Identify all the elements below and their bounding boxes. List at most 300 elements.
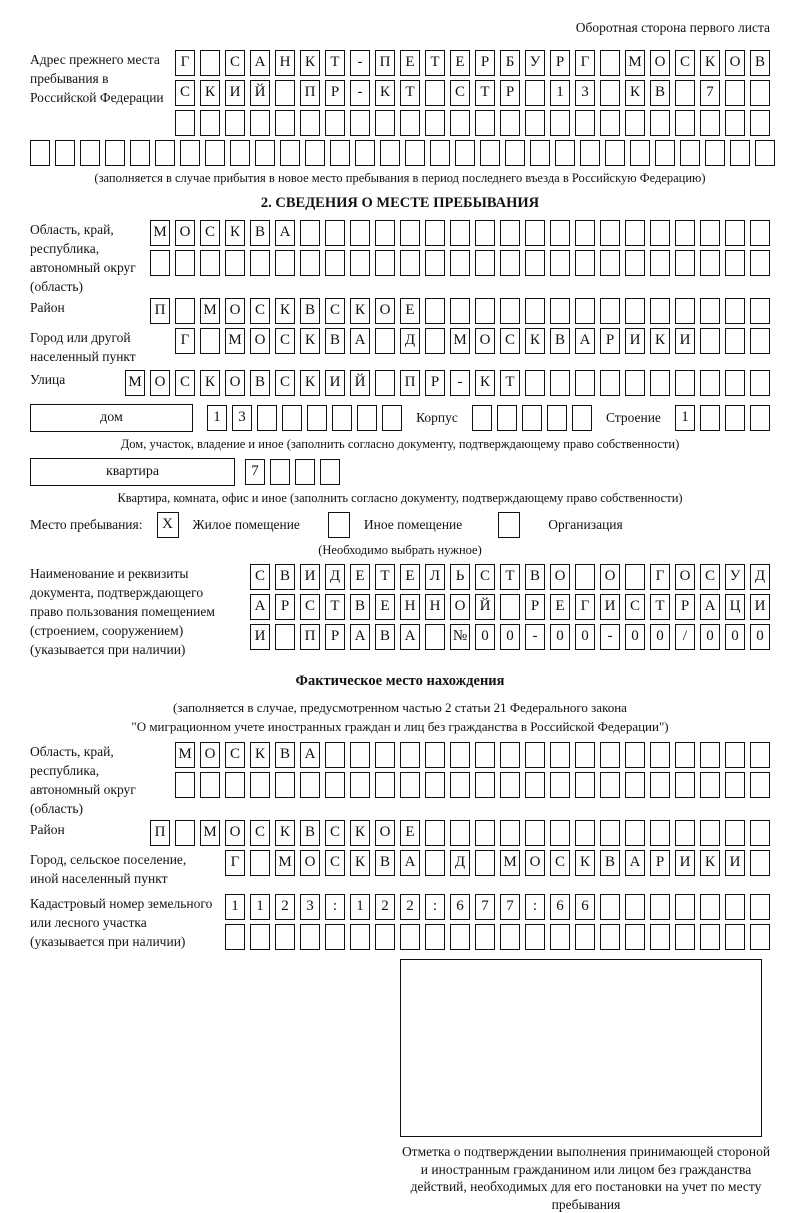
char-box[interactable] <box>675 220 695 246</box>
char-box[interactable] <box>750 742 770 768</box>
char-box[interactable] <box>550 250 570 276</box>
char-box[interactable] <box>475 220 495 246</box>
char-box[interactable] <box>725 80 745 106</box>
char-box[interactable] <box>425 250 445 276</box>
char-box[interactable]: 7 <box>475 894 495 920</box>
char-box[interactable] <box>500 820 520 846</box>
char-box[interactable] <box>225 110 245 136</box>
char-box[interactable] <box>700 405 720 431</box>
char-box[interactable] <box>180 140 200 166</box>
char-box[interactable]: С <box>325 850 345 876</box>
char-box[interactable]: К <box>700 50 720 76</box>
char-box[interactable] <box>275 924 295 950</box>
char-box[interactable]: А <box>250 594 270 620</box>
char-box[interactable] <box>320 459 340 485</box>
char-box[interactable]: Т <box>500 370 520 396</box>
char-box[interactable] <box>675 80 695 106</box>
char-box[interactable] <box>255 140 275 166</box>
char-box[interactable] <box>250 924 270 950</box>
char-box[interactable]: П <box>400 370 420 396</box>
char-box[interactable]: И <box>600 594 620 620</box>
char-box[interactable]: М <box>150 220 170 246</box>
char-box[interactable] <box>675 772 695 798</box>
char-box[interactable]: М <box>500 850 520 876</box>
char-box[interactable] <box>700 820 720 846</box>
char-box[interactable] <box>725 742 745 768</box>
char-box[interactable] <box>600 742 620 768</box>
char-box[interactable]: К <box>375 80 395 106</box>
char-box[interactable]: В <box>300 820 320 846</box>
char-box[interactable] <box>600 820 620 846</box>
char-box[interactable]: С <box>325 298 345 324</box>
char-box[interactable] <box>750 80 770 106</box>
char-box[interactable]: К <box>650 328 670 354</box>
char-box[interactable] <box>325 110 345 136</box>
char-box[interactable]: Г <box>575 594 595 620</box>
char-box[interactable]: К <box>575 850 595 876</box>
char-box[interactable] <box>525 80 545 106</box>
char-box[interactable]: 0 <box>500 624 520 650</box>
char-box[interactable]: 7 <box>700 80 720 106</box>
char-box[interactable] <box>275 80 295 106</box>
char-box[interactable] <box>725 772 745 798</box>
char-box[interactable] <box>350 220 370 246</box>
char-box[interactable]: К <box>700 850 720 876</box>
char-box[interactable]: С <box>550 850 570 876</box>
char-box[interactable] <box>175 298 195 324</box>
char-box[interactable] <box>450 772 470 798</box>
char-box[interactable]: 2 <box>275 894 295 920</box>
char-box[interactable] <box>500 594 520 620</box>
char-box[interactable] <box>700 742 720 768</box>
char-box[interactable] <box>425 220 445 246</box>
char-box[interactable]: С <box>500 328 520 354</box>
char-box[interactable]: И <box>675 850 695 876</box>
char-box[interactable]: К <box>525 328 545 354</box>
char-box[interactable] <box>525 742 545 768</box>
char-box[interactable]: М <box>225 328 245 354</box>
char-box[interactable] <box>700 250 720 276</box>
char-box[interactable]: С <box>175 370 195 396</box>
char-box[interactable]: И <box>750 594 770 620</box>
char-box[interactable] <box>530 140 550 166</box>
char-box[interactable]: Е <box>400 564 420 590</box>
char-box[interactable] <box>330 140 350 166</box>
char-box[interactable] <box>300 250 320 276</box>
char-box[interactable] <box>375 110 395 136</box>
char-box[interactable]: Т <box>325 594 345 620</box>
char-box[interactable] <box>475 820 495 846</box>
char-box[interactable]: О <box>675 564 695 590</box>
char-box[interactable] <box>675 250 695 276</box>
char-box[interactable]: А <box>575 328 595 354</box>
char-box[interactable]: А <box>625 850 645 876</box>
char-box[interactable] <box>525 220 545 246</box>
char-box[interactable] <box>525 110 545 136</box>
char-box[interactable] <box>575 820 595 846</box>
char-box[interactable] <box>575 564 595 590</box>
char-box[interactable]: / <box>675 624 695 650</box>
checkbox-inoe[interactable] <box>328 512 350 538</box>
char-box[interactable] <box>575 250 595 276</box>
char-box[interactable] <box>405 140 425 166</box>
char-box[interactable] <box>375 924 395 950</box>
char-box[interactable] <box>550 220 570 246</box>
char-box[interactable] <box>600 110 620 136</box>
char-box[interactable] <box>550 742 570 768</box>
char-box[interactable]: П <box>375 50 395 76</box>
char-box[interactable] <box>650 220 670 246</box>
char-box[interactable]: О <box>475 328 495 354</box>
char-box[interactable]: К <box>625 80 645 106</box>
char-box[interactable] <box>625 370 645 396</box>
char-box[interactable]: К <box>475 370 495 396</box>
char-box[interactable]: К <box>300 370 320 396</box>
char-box[interactable] <box>295 459 315 485</box>
char-box[interactable]: И <box>725 850 745 876</box>
char-box[interactable] <box>755 140 775 166</box>
char-box[interactable] <box>600 250 620 276</box>
char-box[interactable] <box>650 250 670 276</box>
char-box[interactable]: Ц <box>725 594 745 620</box>
char-box[interactable]: С <box>675 50 695 76</box>
char-box[interactable]: С <box>275 370 295 396</box>
char-box[interactable]: Е <box>450 50 470 76</box>
char-box[interactable] <box>400 742 420 768</box>
char-box[interactable]: К <box>200 80 220 106</box>
char-box[interactable]: О <box>450 594 470 620</box>
char-box[interactable] <box>525 820 545 846</box>
char-box[interactable] <box>730 140 750 166</box>
char-box[interactable]: С <box>250 564 270 590</box>
char-box[interactable] <box>650 772 670 798</box>
char-box[interactable] <box>600 772 620 798</box>
char-box[interactable] <box>700 298 720 324</box>
char-box[interactable]: С <box>225 742 245 768</box>
char-box[interactable]: 3 <box>232 405 252 431</box>
char-box[interactable] <box>600 894 620 920</box>
char-box[interactable] <box>500 110 520 136</box>
char-box[interactable]: Е <box>550 594 570 620</box>
char-box[interactable] <box>505 140 525 166</box>
char-box[interactable] <box>350 250 370 276</box>
char-box[interactable] <box>382 405 402 431</box>
char-box[interactable] <box>350 110 370 136</box>
char-box[interactable] <box>425 110 445 136</box>
char-box[interactable]: Г <box>650 564 670 590</box>
char-box[interactable]: В <box>350 594 370 620</box>
char-box[interactable] <box>425 772 445 798</box>
char-box[interactable] <box>575 742 595 768</box>
char-box[interactable]: 1 <box>225 894 245 920</box>
char-box[interactable] <box>600 370 620 396</box>
char-box[interactable]: К <box>350 850 370 876</box>
char-box[interactable]: Т <box>650 594 670 620</box>
char-box[interactable]: - <box>350 80 370 106</box>
char-box[interactable]: П <box>300 80 320 106</box>
char-box[interactable] <box>700 924 720 950</box>
char-box[interactable]: В <box>750 50 770 76</box>
char-box[interactable]: Л <box>425 564 445 590</box>
char-box[interactable] <box>300 110 320 136</box>
char-box[interactable] <box>725 250 745 276</box>
char-box[interactable] <box>450 298 470 324</box>
char-box[interactable]: Е <box>350 564 370 590</box>
char-box[interactable]: О <box>225 298 245 324</box>
char-box[interactable] <box>675 820 695 846</box>
char-box[interactable] <box>425 820 445 846</box>
char-box[interactable]: Т <box>400 80 420 106</box>
char-box[interactable] <box>500 772 520 798</box>
char-box[interactable] <box>725 328 745 354</box>
char-box[interactable]: Д <box>750 564 770 590</box>
char-box[interactable] <box>550 370 570 396</box>
char-box[interactable] <box>700 220 720 246</box>
char-box[interactable] <box>425 80 445 106</box>
char-box[interactable]: И <box>300 564 320 590</box>
char-box[interactable] <box>750 894 770 920</box>
char-box[interactable] <box>400 250 420 276</box>
char-box[interactable] <box>600 924 620 950</box>
char-box[interactable]: : <box>325 894 345 920</box>
char-box[interactable] <box>475 924 495 950</box>
char-box[interactable] <box>307 405 327 431</box>
char-box[interactable] <box>425 298 445 324</box>
char-box[interactable]: О <box>650 50 670 76</box>
char-box[interactable] <box>250 772 270 798</box>
char-box[interactable] <box>400 220 420 246</box>
char-box[interactable] <box>350 924 370 950</box>
char-box[interactable]: К <box>200 370 220 396</box>
char-box[interactable] <box>625 924 645 950</box>
char-box[interactable]: : <box>525 894 545 920</box>
char-box[interactable] <box>325 772 345 798</box>
char-box[interactable]: П <box>150 298 170 324</box>
char-box[interactable] <box>450 250 470 276</box>
char-box[interactable] <box>625 110 645 136</box>
char-box[interactable]: И <box>250 624 270 650</box>
char-box[interactable]: П <box>300 624 320 650</box>
char-box[interactable]: Р <box>500 80 520 106</box>
char-box[interactable] <box>375 370 395 396</box>
char-box[interactable]: 7 <box>245 459 265 485</box>
char-box[interactable] <box>270 459 290 485</box>
char-box[interactable] <box>522 405 542 431</box>
char-box[interactable]: 3 <box>300 894 320 920</box>
char-box[interactable]: В <box>250 220 270 246</box>
char-box[interactable]: Т <box>500 564 520 590</box>
char-box[interactable]: Р <box>325 624 345 650</box>
char-box[interactable]: С <box>250 298 270 324</box>
char-box[interactable] <box>200 250 220 276</box>
char-box[interactable] <box>705 140 725 166</box>
char-box[interactable]: 6 <box>450 894 470 920</box>
char-box[interactable] <box>655 140 675 166</box>
char-box[interactable] <box>375 250 395 276</box>
char-box[interactable] <box>332 405 352 431</box>
char-box[interactable]: М <box>175 742 195 768</box>
char-box[interactable] <box>500 220 520 246</box>
char-box[interactable] <box>700 110 720 136</box>
char-box[interactable]: В <box>275 564 295 590</box>
char-box[interactable] <box>230 140 250 166</box>
dom-wide-box[interactable]: дом <box>30 404 193 432</box>
char-box[interactable]: 0 <box>575 624 595 650</box>
char-box[interactable]: У <box>525 50 545 76</box>
char-box[interactable]: Т <box>325 50 345 76</box>
char-box[interactable] <box>750 298 770 324</box>
char-box[interactable]: - <box>350 50 370 76</box>
char-box[interactable]: М <box>625 50 645 76</box>
char-box[interactable]: Г <box>225 850 245 876</box>
char-box[interactable] <box>475 772 495 798</box>
char-box[interactable]: 7 <box>500 894 520 920</box>
char-box[interactable]: Е <box>400 50 420 76</box>
char-box[interactable]: О <box>375 298 395 324</box>
char-box[interactable] <box>725 894 745 920</box>
char-box[interactable] <box>750 820 770 846</box>
char-box[interactable]: М <box>450 328 470 354</box>
char-box[interactable]: В <box>550 328 570 354</box>
char-box[interactable] <box>475 298 495 324</box>
char-box[interactable] <box>200 50 220 76</box>
char-box[interactable] <box>625 564 645 590</box>
char-box[interactable]: Р <box>550 50 570 76</box>
char-box[interactable] <box>575 370 595 396</box>
char-box[interactable]: Р <box>525 594 545 620</box>
char-box[interactable]: 1 <box>550 80 570 106</box>
char-box[interactable] <box>650 820 670 846</box>
char-box[interactable]: В <box>650 80 670 106</box>
char-box[interactable] <box>675 894 695 920</box>
char-box[interactable]: А <box>250 50 270 76</box>
char-box[interactable] <box>525 250 545 276</box>
char-box[interactable]: Д <box>400 328 420 354</box>
char-box[interactable]: 0 <box>725 624 745 650</box>
char-box[interactable]: № <box>450 624 470 650</box>
char-box[interactable] <box>675 298 695 324</box>
char-box[interactable] <box>650 110 670 136</box>
char-box[interactable]: Р <box>425 370 445 396</box>
char-box[interactable] <box>725 370 745 396</box>
char-box[interactable] <box>550 924 570 950</box>
char-box[interactable] <box>725 924 745 950</box>
char-box[interactable] <box>475 742 495 768</box>
char-box[interactable]: С <box>225 50 245 76</box>
char-box[interactable] <box>725 405 745 431</box>
char-box[interactable]: 0 <box>700 624 720 650</box>
char-box[interactable]: - <box>600 624 620 650</box>
char-box[interactable] <box>375 772 395 798</box>
char-box[interactable] <box>150 250 170 276</box>
char-box[interactable]: О <box>600 564 620 590</box>
char-box[interactable]: В <box>300 298 320 324</box>
char-box[interactable] <box>275 110 295 136</box>
char-box[interactable]: Р <box>675 594 695 620</box>
char-box[interactable]: К <box>250 742 270 768</box>
char-box[interactable] <box>625 250 645 276</box>
char-box[interactable] <box>575 110 595 136</box>
char-box[interactable]: Й <box>475 594 495 620</box>
char-box[interactable] <box>375 328 395 354</box>
char-box[interactable] <box>357 405 377 431</box>
char-box[interactable]: Е <box>400 298 420 324</box>
char-box[interactable]: О <box>175 220 195 246</box>
char-box[interactable]: 0 <box>750 624 770 650</box>
char-box[interactable] <box>600 80 620 106</box>
char-box[interactable] <box>380 140 400 166</box>
char-box[interactable]: О <box>200 742 220 768</box>
char-box[interactable] <box>575 772 595 798</box>
char-box[interactable]: Е <box>400 820 420 846</box>
char-box[interactable]: Р <box>325 80 345 106</box>
char-box[interactable]: А <box>350 328 370 354</box>
char-box[interactable]: М <box>200 820 220 846</box>
char-box[interactable] <box>280 140 300 166</box>
char-box[interactable]: - <box>450 370 470 396</box>
char-box[interactable]: У <box>725 564 745 590</box>
char-box[interactable] <box>425 850 445 876</box>
char-box[interactable] <box>625 298 645 324</box>
char-box[interactable] <box>475 850 495 876</box>
char-box[interactable]: С <box>625 594 645 620</box>
char-box[interactable] <box>425 328 445 354</box>
char-box[interactable] <box>200 328 220 354</box>
char-box[interactable]: Р <box>475 50 495 76</box>
char-box[interactable] <box>675 370 695 396</box>
char-box[interactable]: Н <box>425 594 445 620</box>
char-box[interactable] <box>575 298 595 324</box>
char-box[interactable] <box>175 820 195 846</box>
char-box[interactable] <box>750 405 770 431</box>
char-box[interactable]: В <box>375 850 395 876</box>
char-box[interactable] <box>750 250 770 276</box>
char-box[interactable]: О <box>150 370 170 396</box>
char-box[interactable] <box>750 772 770 798</box>
char-box[interactable] <box>550 110 570 136</box>
char-box[interactable] <box>625 894 645 920</box>
char-box[interactable] <box>575 924 595 950</box>
char-box[interactable] <box>130 140 150 166</box>
char-box[interactable] <box>450 924 470 950</box>
char-box[interactable]: К <box>350 820 370 846</box>
char-box[interactable]: В <box>375 624 395 650</box>
char-box[interactable] <box>257 405 277 431</box>
char-box[interactable]: 1 <box>250 894 270 920</box>
char-box[interactable] <box>450 220 470 246</box>
char-box[interactable] <box>105 140 125 166</box>
char-box[interactable] <box>605 140 625 166</box>
char-box[interactable]: В <box>325 328 345 354</box>
char-box[interactable] <box>700 894 720 920</box>
char-box[interactable]: 6 <box>575 894 595 920</box>
char-box[interactable]: И <box>225 80 245 106</box>
char-box[interactable] <box>725 820 745 846</box>
char-box[interactable] <box>325 250 345 276</box>
char-box[interactable]: О <box>300 850 320 876</box>
char-box[interactable] <box>275 624 295 650</box>
char-box[interactable] <box>650 924 670 950</box>
char-box[interactable] <box>400 772 420 798</box>
char-box[interactable]: 6 <box>550 894 570 920</box>
char-box[interactable]: А <box>400 850 420 876</box>
char-box[interactable] <box>175 110 195 136</box>
char-box[interactable] <box>650 742 670 768</box>
char-box[interactable]: С <box>325 820 345 846</box>
char-box[interactable]: 0 <box>625 624 645 650</box>
char-box[interactable] <box>525 772 545 798</box>
char-box[interactable]: И <box>325 370 345 396</box>
